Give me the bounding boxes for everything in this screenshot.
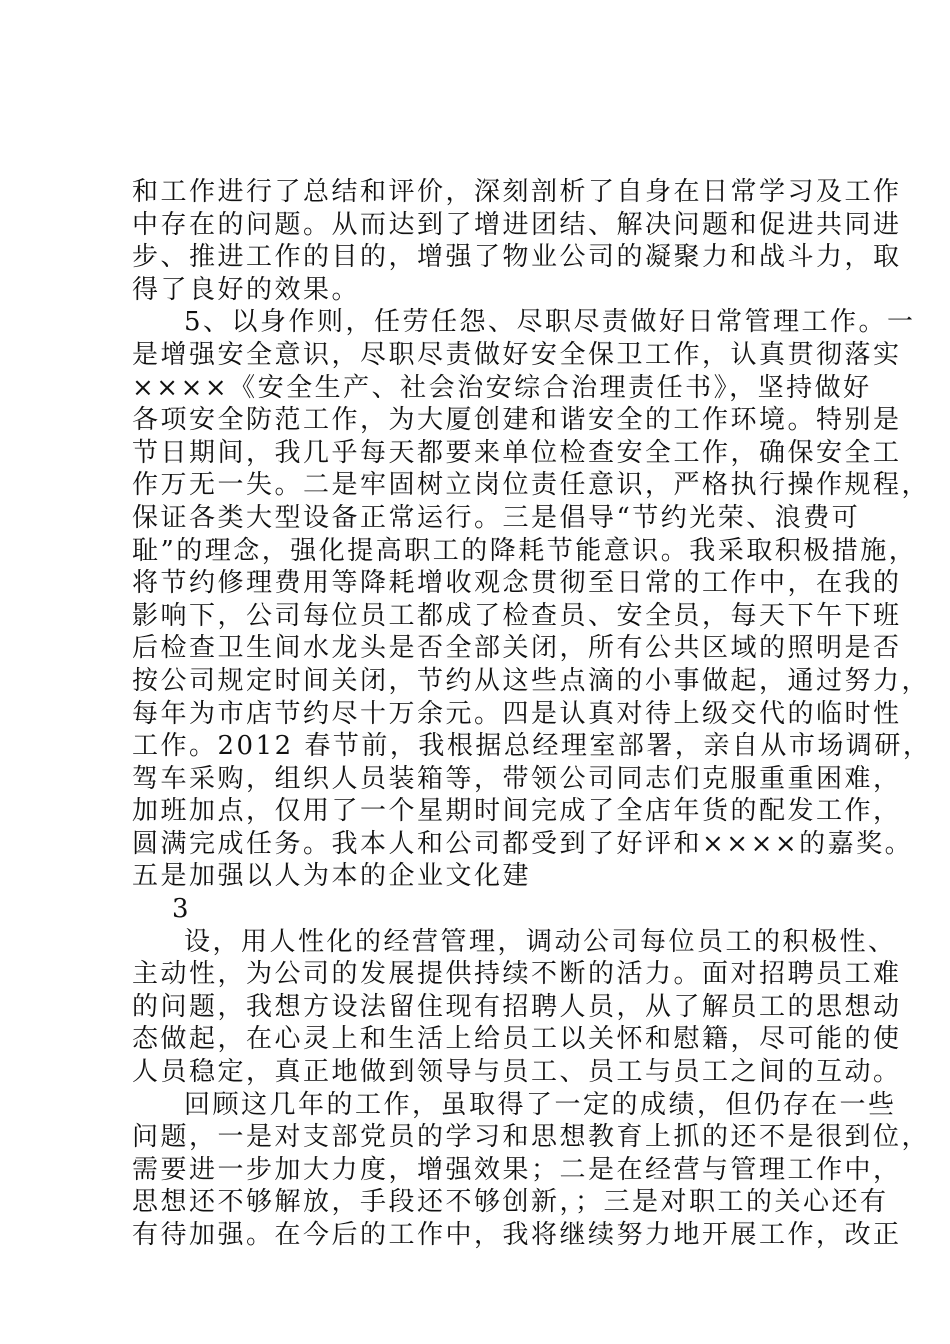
- page-number: 3: [172, 894, 192, 925]
- paragraph-start-line: 5、以身作则，任劳任怨、尽职尽责做好日常管理工作。一: [184, 307, 916, 338]
- text-line: 人员稳定，真正地做到领导与员工、员工与员工之间的互动。: [132, 1057, 902, 1088]
- text-line: 每年为市店节约尽十万余元。四是认真对待上级交代的临时性: [132, 698, 902, 729]
- text-line: 是增强安全意识，尽职尽责做好安全保卫工作，认真贯彻落实: [132, 339, 902, 370]
- text-line: 步、推进工作的目的，增强了物业公司的凝聚力和战斗力，取: [132, 242, 902, 273]
- text-line: 驾车采购，组织人员装箱等，带领公司同志们克服重重困难，: [132, 763, 902, 794]
- text-line: ××××《安全生产、社会治安综合治理责任书》，坚持做好: [132, 372, 872, 403]
- text-line: 工作。2012 春节前，我根据总经理室部署，亲自从市场调研，: [132, 731, 932, 762]
- text-line: 耻”的理念，强化提高职工的降耗节能意识。我采取积极措施，: [132, 535, 918, 566]
- paragraph-start-line: 回顾这几年的工作，虽取得了一定的成绩，但仍存在一些: [184, 1089, 897, 1120]
- text-line: 将节约修理费用等降耗增收观念贯彻至日常的工作中，在我的: [132, 568, 902, 599]
- text-line: 的问题，我想方设法留住现有招聘人员，从了解员工的思想动: [132, 991, 902, 1022]
- text-line: 得了良好的效果。: [132, 274, 361, 305]
- text-line: 中存在的问题。从而达到了增进团结、解决问题和促进共同进: [132, 209, 902, 240]
- text-line: 思想还不够解放，手段还不够创新，；三是对职工的关心还有: [132, 1187, 889, 1218]
- text-line: 各项安全防范工作，为大厦创建和谐安全的工作环境。特别是: [132, 405, 902, 436]
- text-line: 需要进一步加大力度，增强效果；二是在经营与管理工作中，: [132, 1154, 902, 1185]
- text-line: 五是加强以人为本的企业文化建: [132, 861, 532, 892]
- text-line: 影响下，公司每位员工都成了检查员、安全员，每天下午下班: [132, 600, 902, 631]
- text-line: 主动性，为公司的发展提供持续不断的活力。面对招聘员工难: [132, 959, 902, 990]
- text-line: 保证各类大型设备正常运行。三是倡导“节约光荣、浪费可: [132, 502, 861, 533]
- body-text: [132, 176, 932, 1252]
- text-line: 作万无一失。二是牢固树立岗位责任意识，严格执行操作规程，: [132, 470, 931, 501]
- text-line: 态做起，在心灵上和生活上给员工以关怀和慰籍，尽可能的使: [132, 1024, 902, 1055]
- text-line: 按公司规定时间关闭，节约从这些点滴的小事做起，通过努力，: [132, 665, 931, 696]
- text-line: 后检查卫生间水龙头是否全部关闭，所有公共区域的照明是否: [132, 633, 902, 664]
- text-line: 节日期间，我几乎每天都要来单位检查安全工作，确保安全工: [132, 437, 902, 468]
- text-line: 有待加强。在今后的工作中，我将继续努力地开展工作，改正: [132, 1220, 902, 1250]
- paragraph-start-line: 设，用人性化的经营管理，调动公司每位员工的积极性、: [184, 926, 897, 957]
- text-line: 问题，一是对支部党员的学习和思想教育上抓的还不是很到位，: [132, 1122, 931, 1153]
- text-line: 加班加点，仅用了一个星期时间完成了全店年货的配发工作，: [132, 796, 902, 827]
- text-line: 和工作进行了总结和评价，深刻剖析了自身在日常学习及工作: [132, 177, 902, 207]
- text-line: 圆满完成任务。我本人和公司都受到了好评和××××的嘉奖。: [132, 828, 914, 859]
